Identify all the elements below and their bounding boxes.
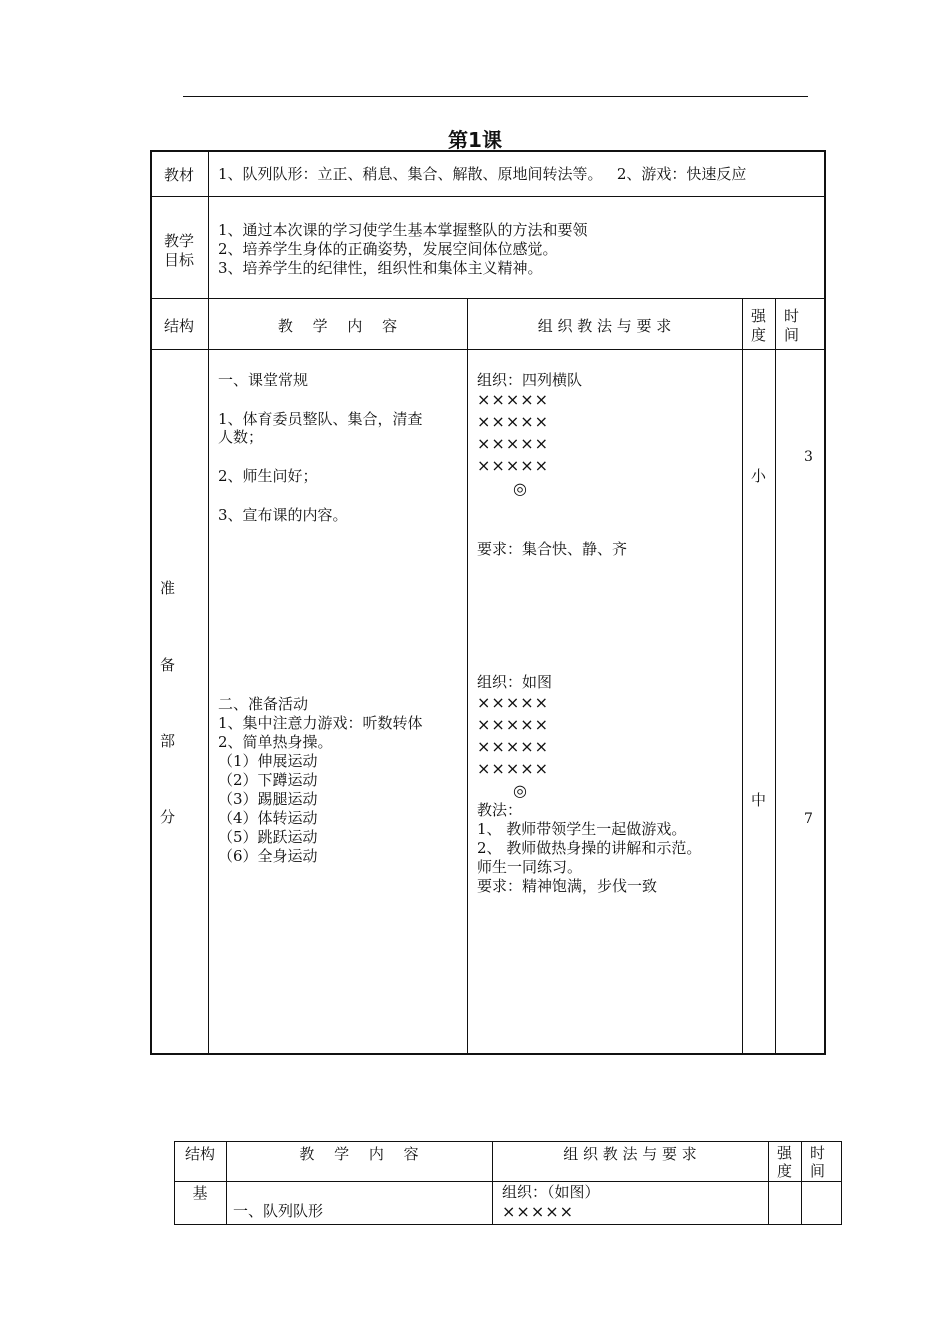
part1-item: 1、体育委员整队、集合，清查 — [218, 410, 423, 428]
formation-row: ××××× — [502, 1202, 575, 1221]
part2-intensity: 中 — [750, 791, 766, 809]
jiaocai-label: 教材 — [163, 166, 194, 184]
t2-header-time-2: 间 — [809, 1162, 825, 1180]
part2-item: 2、简单热身操。 — [218, 733, 333, 751]
t2-section-char: 基 — [192, 1184, 208, 1202]
table-line — [775, 298, 776, 1055]
formation-row: ××××× — [477, 759, 550, 778]
part2-req: 要求：精神饱满，步伐一致 — [477, 877, 658, 895]
part1-req: 要求：集合快、静、齐 — [477, 540, 628, 558]
t2-org: 组织：（如图） — [502, 1183, 600, 1201]
goal-item: 1、通过本次课的学习使学生基本掌握整队的方法和要领 — [218, 221, 588, 239]
header-structure: 结构 — [163, 317, 194, 335]
formation-row: ××××× — [477, 434, 550, 453]
part2-item: 1、集中注意力游戏：听数转体 — [218, 714, 423, 732]
table-line — [742, 298, 743, 1055]
part1-org: 组织：四列横队 — [477, 371, 583, 389]
t2-header-structure: 结构 — [184, 1145, 215, 1163]
part2-subitem: （5）跳跃运动 — [218, 828, 318, 846]
t2-header-method: 组 织 教 法 与 要 求 — [563, 1145, 697, 1163]
formation-row: ××××× — [477, 715, 550, 734]
lesson-table — [150, 150, 826, 1055]
part2-subitem: （6）全身运动 — [218, 847, 318, 865]
header-time-2: 间 — [783, 326, 799, 344]
formation-row: ××××× — [477, 737, 550, 756]
section-char: 备 — [160, 656, 176, 674]
jiaocai-text: 1、队列队形：立正、稍息、集合、解散、原地间转法等。 2、游戏：快速反应 — [218, 165, 747, 183]
table-line — [150, 349, 826, 350]
page-title: 第1课 — [448, 128, 502, 152]
goal-item: 3、培养学生的纪律性，组织性和集体主义精神。 — [218, 259, 543, 277]
header-content: 教 学 内 容 — [277, 317, 398, 335]
part2-subitem: （3）踢腿运动 — [218, 790, 318, 808]
part1-item: 2、师生问好； — [218, 467, 318, 485]
section-char: 准 — [160, 579, 176, 597]
table-line — [208, 150, 209, 1055]
header-intensity-2: 度 — [750, 326, 766, 344]
header-intensity-1: 强 — [750, 307, 766, 325]
part2-subitem: （1）伸展运动 — [218, 752, 318, 770]
goal-label-1: 教学 — [163, 232, 194, 250]
table-line — [150, 196, 826, 197]
t2-header-time-1: 时 — [809, 1144, 825, 1162]
t2-content-line: 一、队列队形 — [233, 1202, 324, 1220]
part2-time: 7 — [804, 811, 813, 827]
header-rule — [183, 96, 808, 97]
part2-subitem: （2）下蹲运动 — [218, 771, 318, 789]
t2-header-intensity-1: 强 — [776, 1144, 792, 1162]
t2-header-intensity-2: 度 — [776, 1162, 792, 1180]
part2-method: 1、 教师带领学生一起做游戏。 — [477, 820, 687, 838]
part2-method: 师生一同练习。 — [477, 858, 583, 876]
formation-row: ××××× — [477, 456, 550, 475]
table-line — [467, 298, 468, 1055]
part1-heading: 一、课堂常规 — [218, 371, 309, 389]
part2-subitem: （4）体转运动 — [218, 809, 318, 827]
part1-time: 3 — [804, 449, 813, 465]
formation-row: ××××× — [477, 693, 550, 712]
goal-item: 2、培养学生身体的正确姿势，发展空间体位感觉。 — [218, 240, 558, 258]
goal-label-2: 目标 — [163, 251, 194, 269]
part2-heading: 二、准备活动 — [218, 695, 309, 713]
part2-method-label: 教法： — [477, 801, 523, 819]
formation-row: ××××× — [477, 412, 550, 431]
t2-header-content: 教 学 内 容 — [299, 1145, 419, 1163]
table-line — [174, 1181, 842, 1182]
teacher-mark: ◎ — [513, 781, 528, 800]
part2-method: 2、 教师做热身操的讲解和示范。 — [477, 839, 702, 857]
header-method: 组 织 教 法 与 要 求 — [537, 317, 672, 335]
part2-org: 组织：如图 — [477, 673, 553, 691]
teacher-mark: ◎ — [513, 479, 528, 498]
formation-row: ××××× — [477, 390, 550, 409]
section-char: 部 — [160, 732, 176, 750]
part1-intensity: 小 — [750, 467, 766, 485]
section-char: 分 — [160, 808, 176, 826]
header-time-1: 时 — [783, 307, 799, 325]
part1-item: 3、宣布课的内容。 — [218, 506, 348, 524]
part1-item: 人数； — [218, 428, 264, 446]
table-line — [150, 298, 826, 299]
